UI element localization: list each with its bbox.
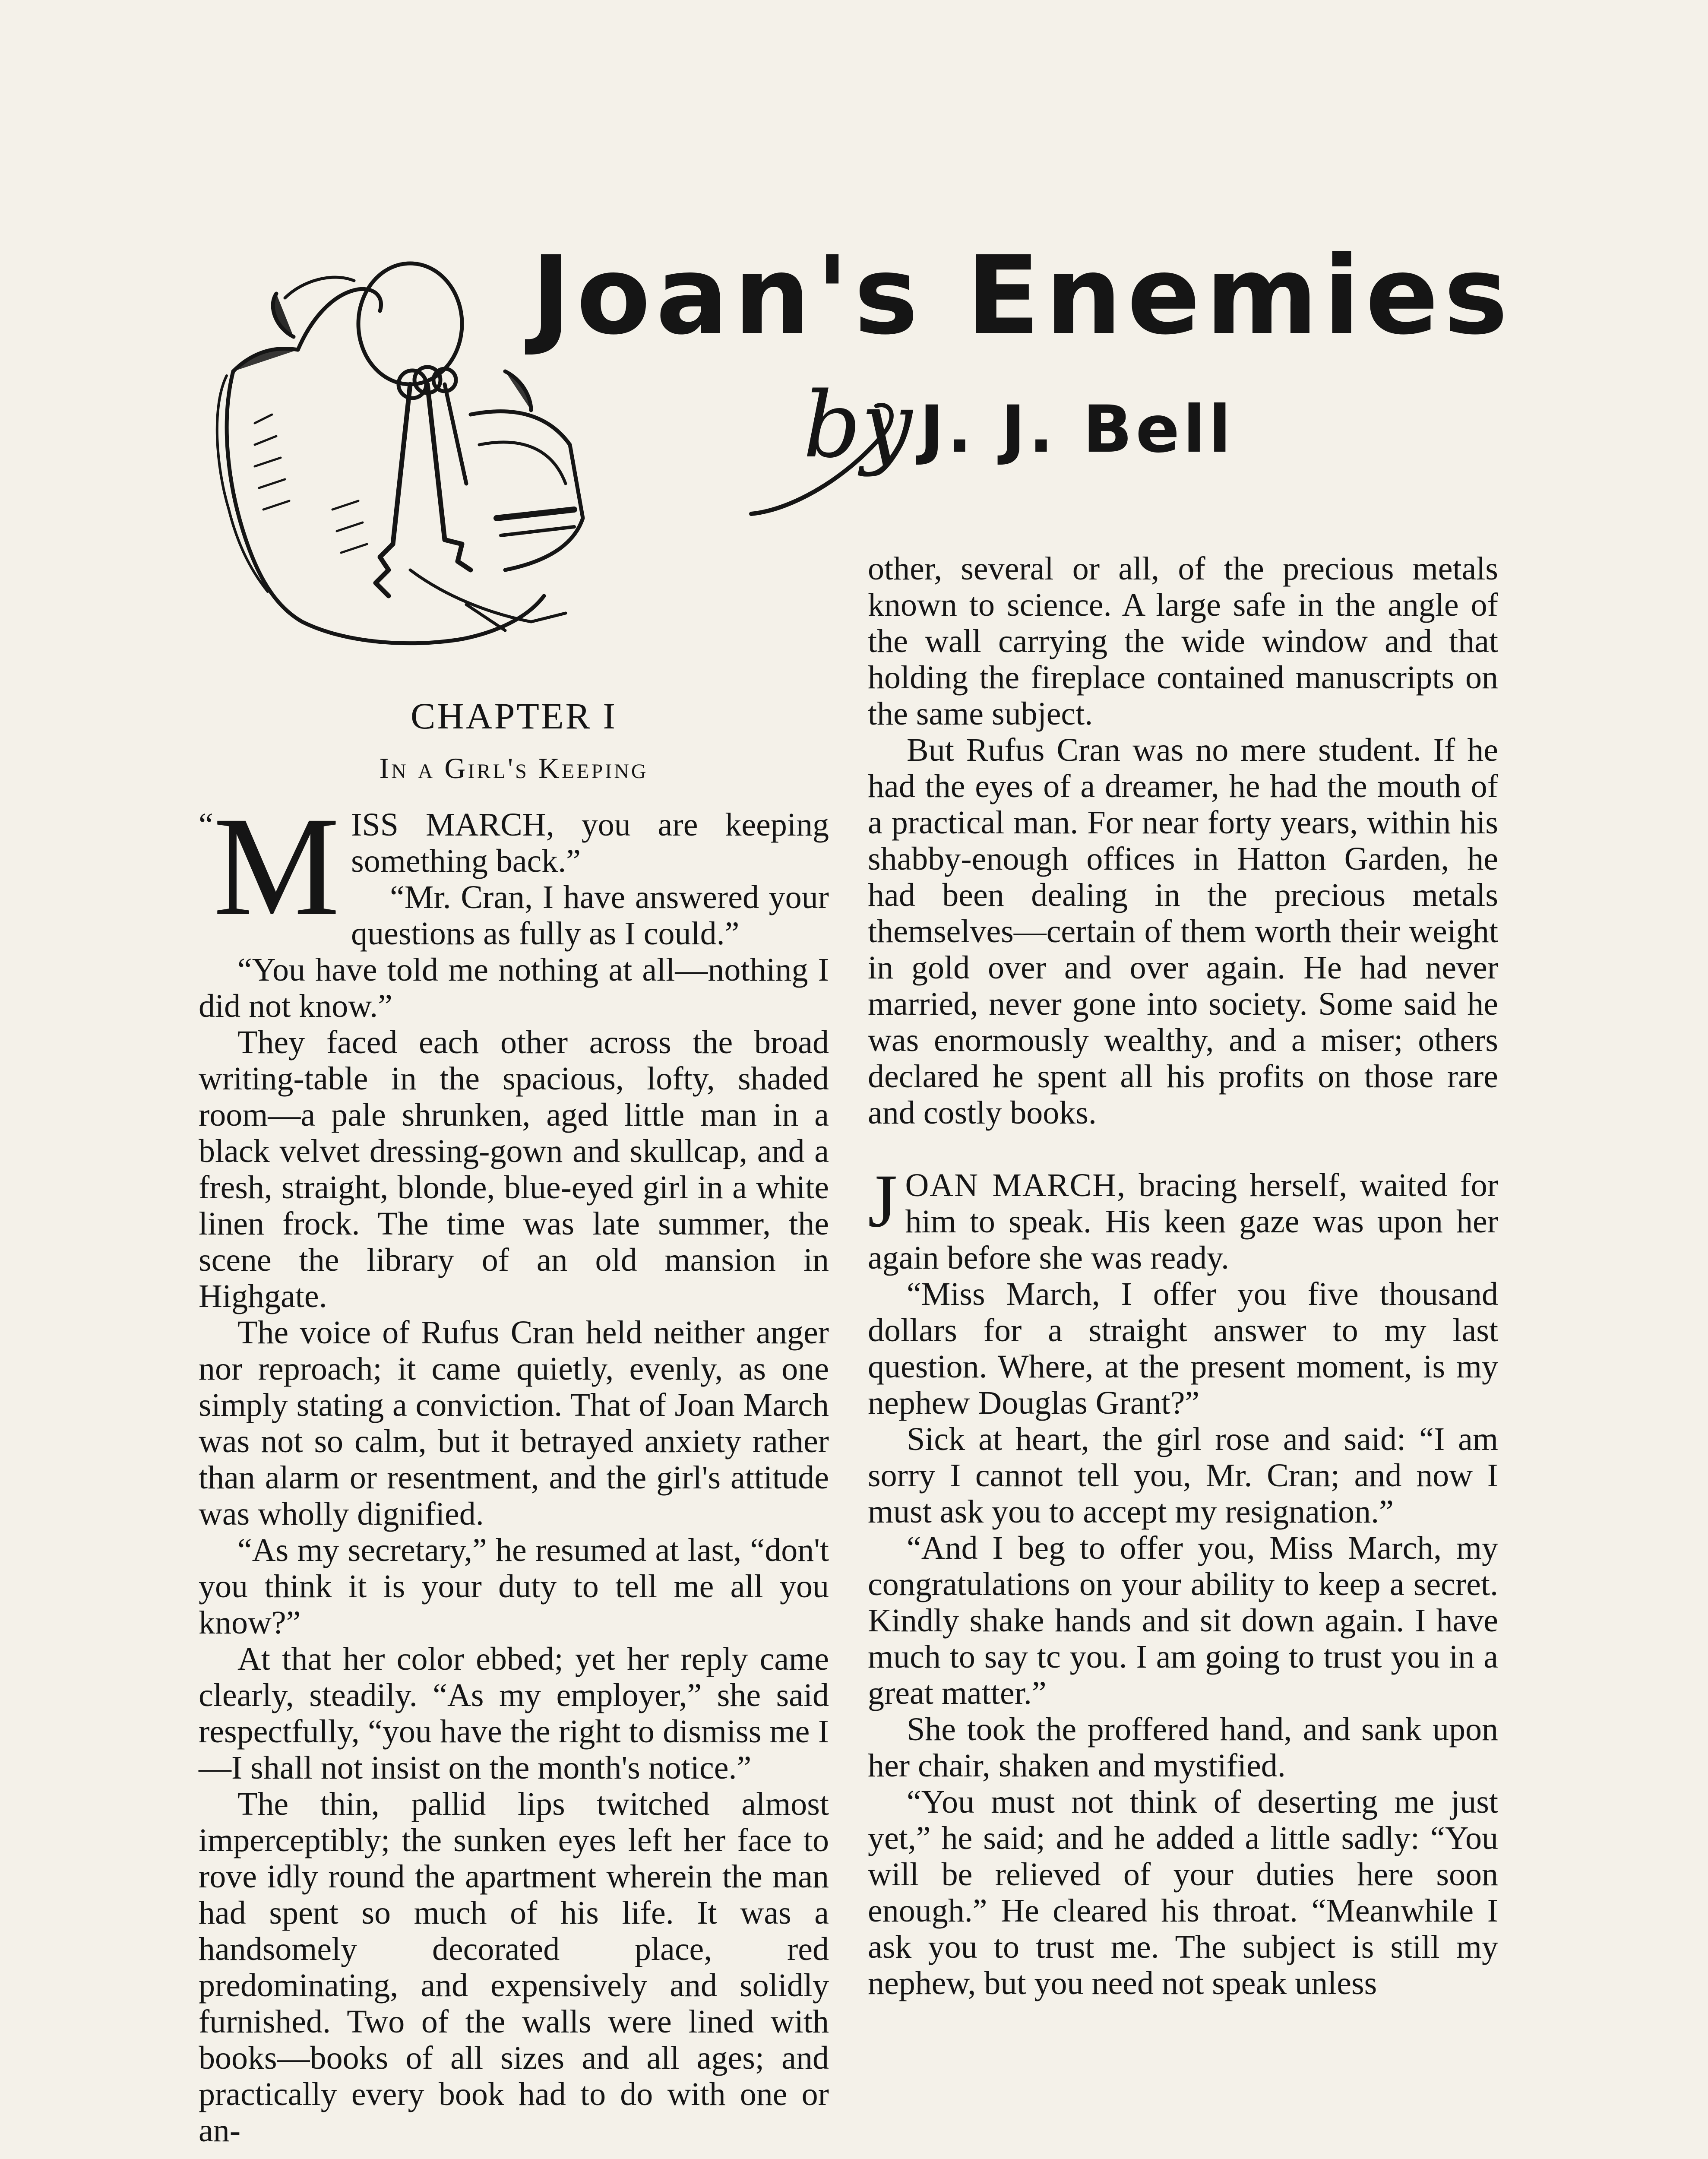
paragraph: But Rufus Cran was no mere student. If he had the eyes of a dreamer, he had the mouth of a practical man. For near forty years, within his shabby-enough offices in Hatton Garden, he had been dealing in the precious metals themselves—certain of them worth their weight in gold over and over again. He had never married, never gone into society. Some said he was enormously wealthy, and a miser; others declared he spent all his profits on those rare and costly books. — [868, 732, 1498, 1131]
paragraph: The thin, pallid lips twitched almost imperceptibly; the sunken eyes left her face to rove idly round the apartment wherein the man had spent so much of his life. It was a handsomely decorated place, red predominating, and expensively and solidly furnished. Two of the walls were lined with books—books of all sizes and all ages; and practically every book had to do with one or an- — [199, 1786, 829, 2149]
chapter-heading: CHAPTER I — [411, 695, 617, 737]
paragraph: “You must not think of deserting me just yet,” he said; and he added a little sadly: “You will be relieved of your duties here soon enough.” He cleared his throat. “Meanwhile I ask you to trust me. The subject is still my nephew, but you need not speak unless — [868, 1784, 1498, 2001]
section-opening-paragraph — [868, 1159, 1498, 1276]
paragraph-text: ISS MARCH, you are keeping something back.” — [351, 807, 829, 879]
byline-author: J. J. Bell — [920, 392, 1234, 467]
left-text-column — [199, 788, 829, 2149]
paragraph: “And I beg to offer you, Miss March, my congratulations on your ability to keep a secret. Kindly shake hands and sit down again. I have much to say tc you. I am going to trust you in a great matter.” — [868, 1530, 1498, 1711]
paragraph: Sick at heart, the girl rose and said: “I am sorry I cannot tell you, Mr. Cran; and now I must ask you to accept my resignation.” — [868, 1421, 1498, 1530]
chapter-subtitle: In a Girl's Keeping — [379, 752, 648, 785]
paragraph: At that her color ebbed; yet her reply came clearly, steadily. “As my employer,” she said respectfully, “you have the right to dismiss me I—I shall not insist on the month's notice.” — [199, 1641, 829, 1786]
paragraph: The voice of Rufus Cran held neither anger nor reproach; it came quietly, evenly, as one simply stating a conviction. That of Joan March was not so calm, but it betrayed anxiety rather than alarm or resentment, and the girl's attitude was wholly dignified. — [199, 1314, 829, 1532]
paragraph: She took the proffered hand, and sank upon her chair, shaken and mystified. — [868, 1711, 1498, 1784]
paragraph: “As my secretary,” he resumed at last, “don't you think it is your duty to tell me all you know?” — [199, 1532, 829, 1641]
section-break — [868, 1131, 1498, 1167]
paragraph: “Mr. Cran, I have answered your questions as fully as I could.” — [351, 879, 829, 952]
lead-in-text: OAN MARCH, — [905, 1167, 1126, 1203]
paragraph: They faced each other across the broad writing-table in the spacious, lofty, shaded room—a pale shrunken, aged little man in a black velvet dressing-gown and skullcap, and a fresh, straight, blonde, blue-eyed girl in a white linen frock. The time was late summer, the scene the library of an old mansion in Highgate. — [199, 1024, 829, 1314]
article-title: Joan's Enemies — [531, 233, 1513, 358]
drop-cap: M — [213, 788, 340, 945]
opening-quote: “ — [199, 807, 213, 843]
paragraph: “You have told me nothing at all—nothing I did not know.” — [199, 952, 829, 1024]
paragraph: other, several or all, of the precious metals known to science. A large safe in the angle of the wall carrying the wide window and that holding the fireplace contained manuscripts on the same subject. — [868, 551, 1498, 732]
paragraph-text: bracing herself, waited for him to speak. His keen gaze was upon her again before she was ready. — [868, 1167, 1498, 1276]
drop-cap: J — [868, 1159, 898, 1243]
right-text-column — [868, 551, 1498, 2001]
byline-by: by — [803, 372, 913, 478]
paragraph: “Miss March, I offer you five thousand dollars for a straight answer to my last question. Where, at the present moment, is my nephew Douglas Grant?” — [868, 1276, 1498, 1421]
